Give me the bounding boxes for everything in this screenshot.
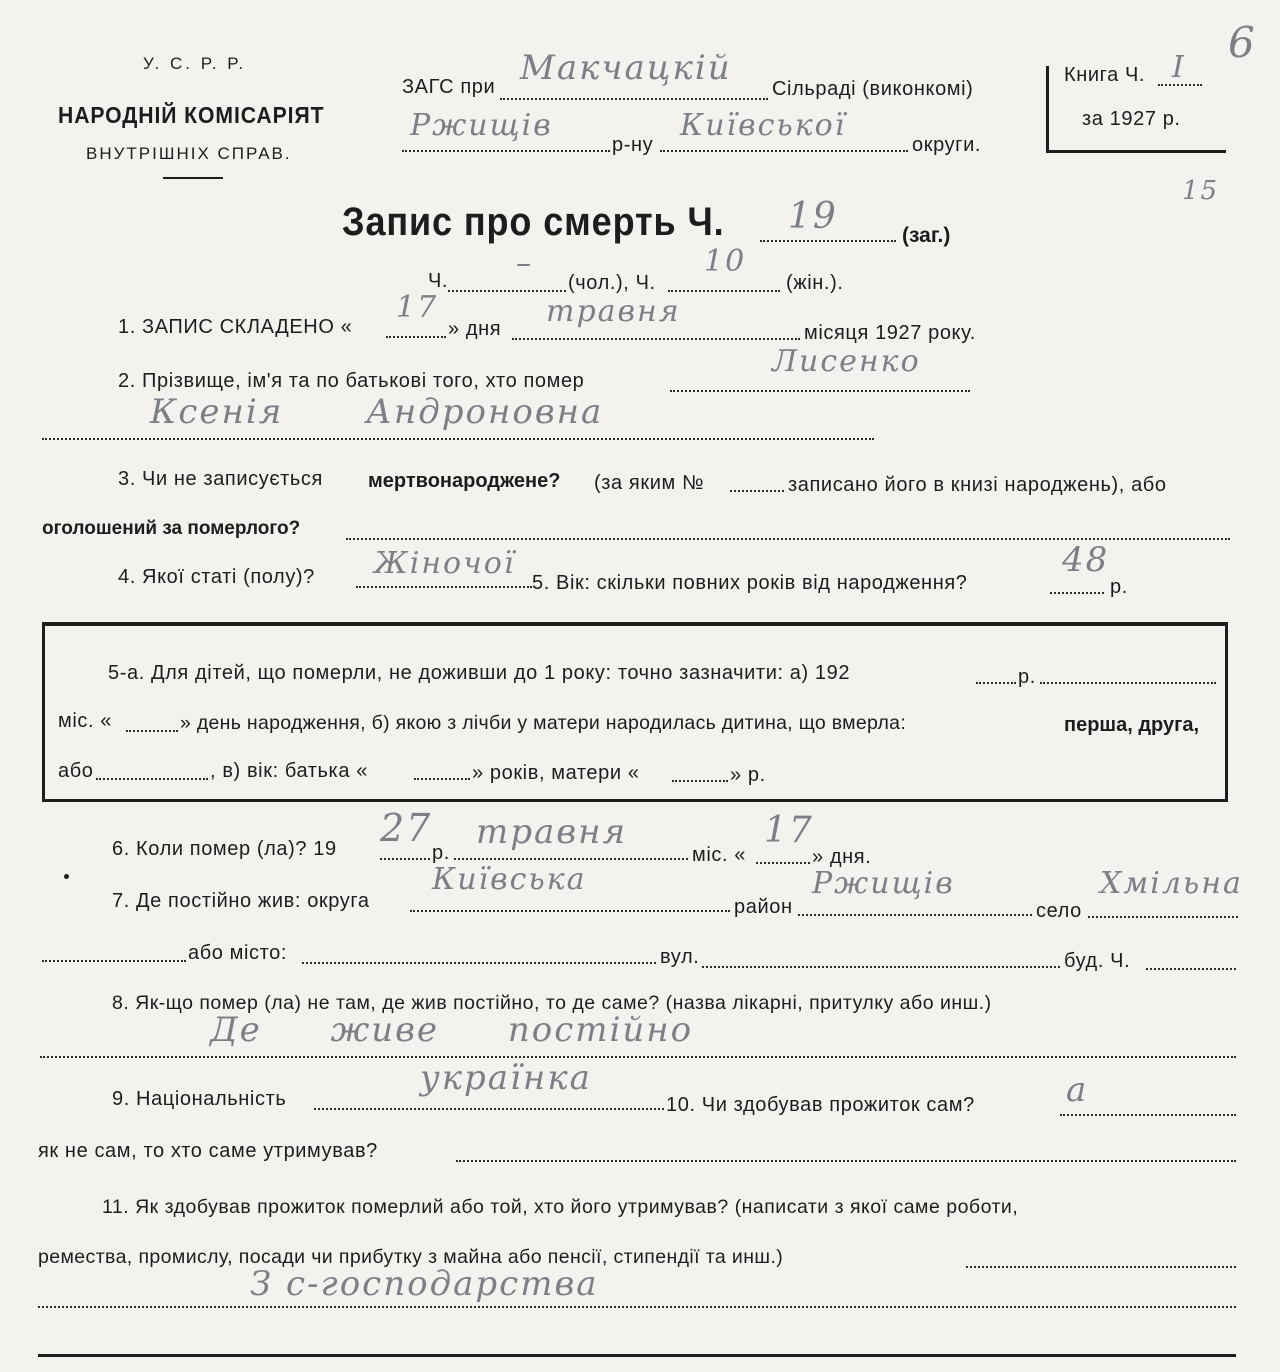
internal-affairs-label: ВНУТРІШНІХ СПРАВ. [86, 144, 292, 163]
number-line [760, 240, 896, 242]
field-2-line [670, 390, 970, 392]
district-label: р-ну [612, 134, 654, 156]
female-value: 10 [704, 244, 747, 279]
book-value: I [1172, 50, 1186, 85]
field-7-bud: буд. Ч. [1064, 950, 1131, 972]
field-5a-line2-a: міс. « [58, 710, 113, 732]
ch-label-1: Ч. [428, 270, 449, 292]
field-7-raion-line [798, 914, 1032, 916]
field-3-a: 3. Чи не записується [118, 468, 323, 490]
field-5a-day-line [126, 730, 178, 732]
district-value: Ржищів [410, 108, 553, 143]
field-10-label: 10. Чи здобував прожиток сам? [666, 1094, 975, 1116]
field-10-line2: як не сам, то хто саме утримував? [38, 1140, 378, 1162]
field-2-name: Ксенія Андроновна [150, 392, 604, 432]
field-1-day-line [386, 336, 446, 338]
field-7-okruha: Київська [432, 862, 587, 897]
okruha-line [660, 150, 908, 152]
field-10-value: а [1066, 1070, 1089, 1110]
field-5a-line1: 5-а. Для дітей, що померли, не доживши до 1 року: точно зазначити: а) 192 [108, 662, 851, 684]
field-9-line [314, 1108, 664, 1110]
field-1-day: 17 [396, 290, 439, 325]
field-6-day: 17 [764, 810, 814, 851]
number-value: 19 [788, 196, 838, 237]
margin-mark-2: 15 [1182, 176, 1220, 206]
field-5-value: 48 [1062, 540, 1110, 580]
field-7-bud-line [1146, 968, 1236, 970]
field-5-line [1050, 592, 1104, 594]
field-6-month: травня [476, 812, 627, 852]
field-7-misto: або місто: [188, 942, 288, 964]
field-5a-line1-end: р. [1018, 666, 1036, 688]
field-8-label: 8. Як-що помер (ла) не там, де жив постійно, то де саме? (назва лікарні, притулку або инш.) [112, 992, 992, 1014]
field-7-raion: Ржищів [812, 866, 955, 901]
field-5-label: 5. Вік: скільки повних років від народження? [532, 572, 968, 594]
field-3-b: мертвонароджене? [368, 470, 561, 492]
header-divider [163, 177, 223, 179]
male-value: – [516, 246, 533, 281]
field-7-selo-label: село [1036, 900, 1082, 922]
field-1-end: місяця 1927 року. [804, 322, 976, 344]
field-3-e: оголошений за померлого? [42, 518, 301, 539]
field-5a-line2-c: перша, друга, [1064, 714, 1200, 736]
field-8-line [40, 1056, 1236, 1058]
total-label: (заг.) [902, 224, 951, 247]
field-5a-father-line [414, 778, 470, 780]
field-1-month-line [512, 338, 800, 340]
field-6-month-line [454, 858, 688, 860]
zags-suffix: Сільраді (виконкомі) [772, 78, 974, 100]
field-6-r: р. [432, 842, 450, 864]
book-year: за 1927 р. [1082, 108, 1181, 130]
field-5a-line2-b: » день народження, б) якою з лічби у матери народилась дитина, що вмерла: [180, 712, 907, 734]
okruha-value: Київської [680, 108, 847, 143]
field-8-value: Де живе постійно [210, 1010, 694, 1050]
field-6-label: 6. Коли помер (ла)? 19 [112, 838, 337, 860]
district-line [402, 150, 610, 152]
field-7-vul-line [702, 966, 1060, 968]
field-5-end: р. [1110, 576, 1128, 598]
book-box-bottom [1046, 150, 1226, 153]
ussr-label: У. С. Р. Р. [143, 54, 247, 73]
margin-mark-1: 6 [1228, 18, 1257, 67]
field-11-line-b [38, 1306, 1236, 1308]
field-5a-order-line [96, 778, 208, 780]
field-1-month: травня [546, 294, 681, 329]
field-1-mid: » дня [448, 318, 502, 340]
female-line [668, 290, 780, 292]
field-5a-line3-c: » років, матери « [472, 762, 640, 784]
field-10-line [1060, 1114, 1236, 1116]
field-5a-line3-d: » р. [730, 764, 766, 786]
field-7-selo-line [1088, 916, 1238, 918]
field-4-line [356, 586, 532, 588]
field-11-line-a [966, 1266, 1236, 1268]
field-6-mis: міс. « [692, 844, 747, 866]
field-9-label: 9. Національність [112, 1088, 287, 1110]
field-2-label: 2. Прізвище, ім'я та по батькові того, хто помер [118, 370, 585, 392]
field-10-line-2 [456, 1160, 1236, 1162]
field-7-selo: Хмільна [1100, 866, 1243, 901]
zags-line [500, 98, 768, 100]
field-4-label: 4. Якої статі (полу)? [118, 566, 315, 588]
field-3-c: (за яким № [594, 472, 705, 494]
commissariat-label: НАРОДНІЙ КОМІСАРІЯТ [58, 102, 325, 128]
field-7-label: 7. Де постійно жив: округа [112, 890, 370, 912]
field-7-vul: вул. [660, 946, 700, 968]
field-9-value: українка [420, 1058, 592, 1098]
field-7-line-2 [42, 960, 186, 962]
okruha-label: округи. [912, 134, 981, 156]
stray-dot [64, 874, 69, 879]
zags-prefix: ЗАГС при [402, 76, 496, 98]
book-box-left [1046, 66, 1049, 152]
field-5a-month-line [1040, 682, 1216, 684]
field-7-misto-line [302, 962, 656, 964]
page-title: Запис про смерть Ч. [342, 200, 725, 244]
field-5a-mother-line [672, 780, 728, 782]
field-6-year-line [380, 858, 430, 860]
field-7-okruha-line [410, 910, 730, 912]
zags-value: Макчацкій [520, 48, 732, 88]
field-5a-year-line [976, 682, 1016, 684]
field-11-value: З с-господарства [250, 1264, 599, 1304]
field-2-surname: Лисенко [772, 344, 921, 379]
field-5a-line3-b: , в) вік: батька « [210, 760, 368, 782]
field-2-line-2 [42, 438, 874, 440]
field-4-value: Жіночої [374, 546, 516, 581]
field-3-number-line [730, 490, 784, 492]
field-6-end: » дня. [812, 846, 872, 868]
field-6-day-line [756, 862, 810, 864]
field-11-line2: ремества, промислу, посади чи прибутку з майна або пенсії, стипендії та инш.) [38, 1246, 784, 1268]
field-7-raion-label: район [734, 896, 793, 918]
bottom-rule [38, 1354, 1236, 1357]
male-label: (чол.), Ч. [568, 272, 656, 294]
field-11-line1: 11. Як здобував прожиток померлий або той, хто його утримував? (написати з якої саме роботи, [102, 1196, 1019, 1218]
field-5a-line3-a: або [58, 760, 94, 782]
field-6-year: 27 [380, 806, 433, 850]
field-1-label: 1. ЗАПИС СКЛАДЕНО « [118, 316, 353, 338]
female-label: (жін.). [786, 272, 844, 294]
book-label: Книга Ч. [1064, 64, 1146, 86]
field-3-d: записано його в книзі народжень), або [788, 474, 1167, 496]
male-line [448, 290, 566, 292]
